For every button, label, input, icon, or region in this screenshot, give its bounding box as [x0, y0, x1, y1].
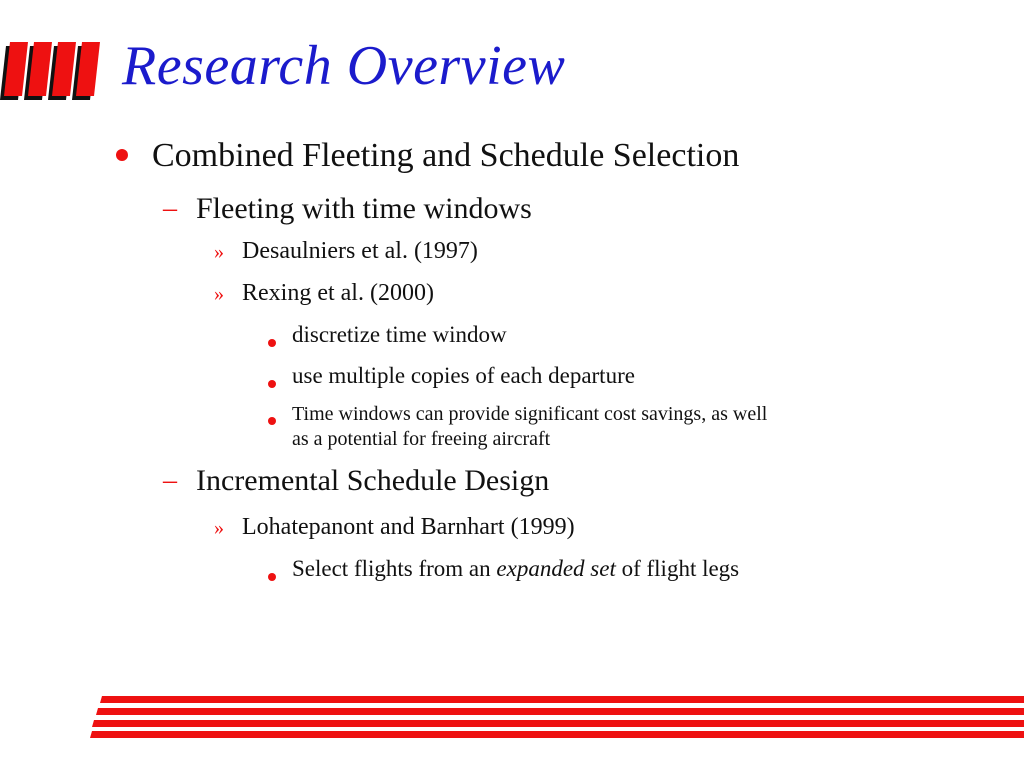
bullet-dot-point-1: [268, 334, 276, 352]
point-discretize: discretize time window: [292, 322, 507, 347]
sub-bullet-fleeting: Fleeting with time windows: [196, 192, 532, 225]
bullet-main: Combined Fleeting and Schedule Selection: [152, 137, 740, 174]
point-multiple-copies: use multiple copies of each departure: [292, 363, 635, 388]
chevron-marker-3: »: [214, 517, 224, 539]
point-time-windows-line1: Time windows can provide significant cost savings, as well: [292, 403, 768, 425]
dash-marker-1: –: [163, 193, 177, 224]
bullet-dot-point-3: [268, 412, 276, 430]
bullet-dot-point-2: [268, 375, 276, 393]
sub-bullet-incremental: Incremental Schedule Design: [196, 464, 550, 497]
logo-bars: [0, 40, 110, 102]
point-select-flights: [292, 556, 739, 582]
point-select-flights-emph: expanded set: [496, 556, 616, 581]
footer-stripes: [90, 696, 1024, 738]
dash-marker-2: –: [163, 465, 177, 496]
slide-title: Research Overview: [122, 35, 566, 97]
point-select-flights-before: Select flights from an: [292, 556, 497, 581]
ref-lohatepanont: Lohatepanont and Barnhart (1999): [242, 514, 575, 540]
bullet-dot-point-4: [268, 568, 276, 586]
chevron-marker-1: »: [214, 241, 224, 263]
ref-desaulniers: Desaulniers et al. (1997): [242, 238, 478, 264]
point-select-flights-after: of flight legs: [615, 556, 740, 581]
chevron-marker-2: »: [214, 283, 224, 305]
ref-rexing: Rexing et al. (2000): [242, 280, 434, 306]
bullet-dot-main: [116, 148, 128, 166]
point-time-windows-line2: as a potential for freeing aircraft: [292, 428, 551, 450]
